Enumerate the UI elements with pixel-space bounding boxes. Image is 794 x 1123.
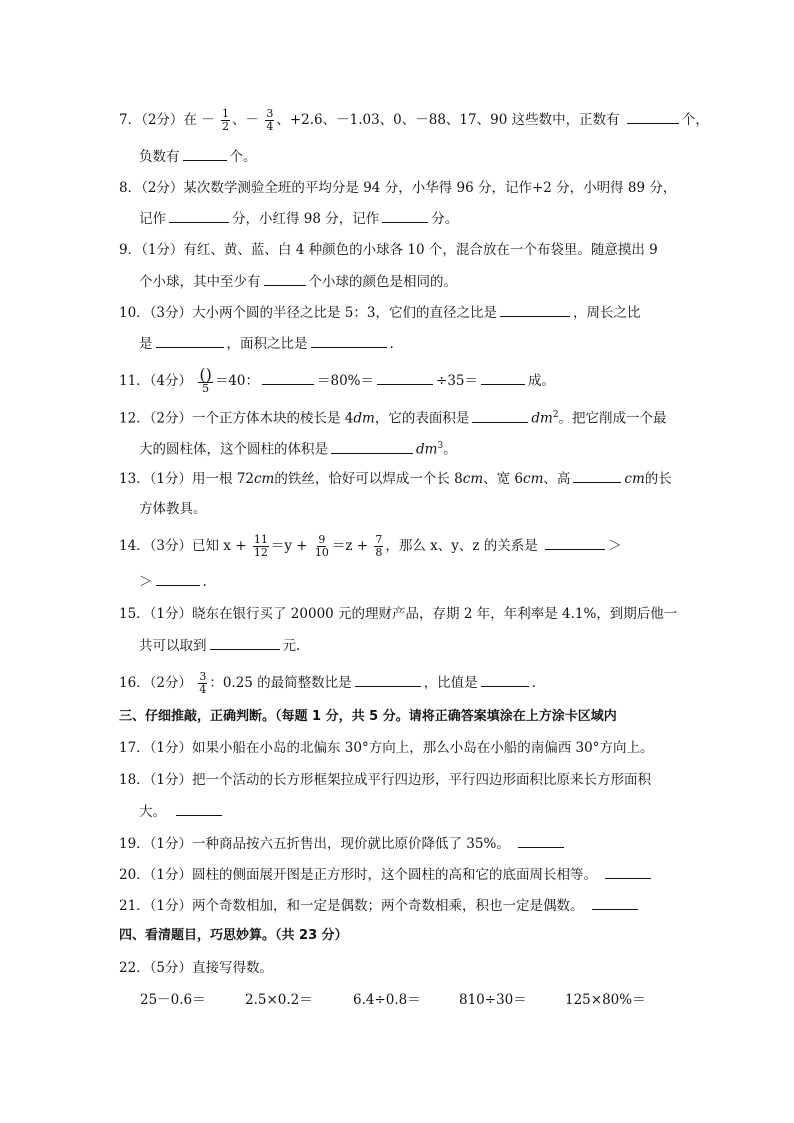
fraction-half: $\frac{1}{2}$ <box>222 107 230 133</box>
answer-blank[interactable] <box>183 146 227 161</box>
fraction-seven-eighths: $\frac{7}{8}$ <box>375 533 383 559</box>
fraction-three-quarters: $\frac{3}{4}$ <box>199 670 207 696</box>
answer-blank[interactable] <box>331 439 413 454</box>
question-13-line-2: 方体教具。 <box>139 501 207 517</box>
calc-item: 810÷30＝ <box>459 992 527 1008</box>
question-18-line-2: 大。 <box>139 801 225 822</box>
fraction-blank-over-five: $\frac{()}{5}$ <box>199 365 212 395</box>
fraction-nine-tenths: $\frac{9}{10}$ <box>314 533 329 559</box>
answer-blank[interactable] <box>377 370 433 385</box>
question-17: 17．（1分）如果小船在小岛的北偏东 30°方向上，那么小岛在小船的南偏西 30°方向上。 <box>119 740 654 756</box>
question-10-line-1: 10．（3分）大小两个圆的半径之比是 5：3，它们的直径之比是 ，周长之比 <box>119 302 641 323</box>
question-11: 11．（4分） $\frac{()}{5}$ ＝40： ＝80%＝ ÷35＝ 成。 <box>119 365 556 395</box>
answer-blank[interactable] <box>573 468 621 483</box>
section-3-heading: 三、仔细推敲，正确判断。（每题 1 分，共 5 分。请将正确答案填涂在上方涂卡区域内 <box>119 709 617 724</box>
fraction-three-quarters: $\frac{3}{4}$ <box>266 107 274 133</box>
question-9-line-2: 个小球，其中至少有 个小球的颜色是相同的。 <box>139 271 457 292</box>
question-15-line-1: 15．（1分）晓东在银行买了 20000 元的理财产品，存期 2 年，年利率是 4.1%，到期后他一 <box>119 606 678 622</box>
question-16: 16．（2分） $\frac{3}{4}$ ：0.25 的最简整数比是 ，比值是 . <box>119 670 536 696</box>
answer-blank[interactable] <box>156 333 224 348</box>
question-21: 21．（1分）两个奇数相加，和一定是偶数；两个奇数相乘，积也一定是偶数。 <box>119 895 641 916</box>
question-19: 19．（1分）一种商品按六五折售出，现价就比原价降低了 35%。 <box>119 833 567 854</box>
answer-blank[interactable] <box>481 370 525 385</box>
question-18-line-1: 18．（1分）把一个活动的长方形框架拉成平行四边形，平行四边形面积比原来长方形面积 <box>119 772 652 788</box>
answer-blank[interactable] <box>210 635 280 650</box>
answer-blank[interactable] <box>355 672 421 687</box>
question-22-items <box>140 990 646 1010</box>
answer-blank[interactable] <box>311 333 387 348</box>
question-9-line-1: 9．（1分）有红、黄、蓝、白 4 种颜色的小球各 10 个，混合放在一个布袋里。随意摸出 9 <box>119 242 658 258</box>
question-12-line-2: 大的圆柱体，这个圆柱的体积是 $dm^3$。 <box>139 436 457 460</box>
answer-blank[interactable] <box>592 895 638 910</box>
question-20: 20．（1分）圆柱的侧面展开图是正方形时，这个圆柱的高和它的底面周长相等。 <box>119 864 654 885</box>
question-8-line-1: 8．（2分）某次数学测验全班的平均分是 94 分，小华得 96 分，记作+2 分，小明得 89 分， <box>119 180 677 196</box>
answer-blank[interactable] <box>169 208 229 223</box>
calc-item: 125×80%＝ <box>565 992 646 1008</box>
question-12-line-1: 12．（2分）一个正方体木块的棱长是 4dm，它的表面积是 $dm^2$。把它削成一个最 <box>119 405 667 429</box>
answer-blank[interactable] <box>545 535 605 550</box>
question-7-line-2: 负数有 个。 <box>139 146 257 167</box>
question-14-line-1: 14．（3分）已知 x + $\frac{11}{12}$ ＝y + $\frac{9}{10}$ ＝z + $\frac{7}{8}$ ，那么 x、y、z 的关系是 ＞ <box>119 533 622 559</box>
fraction-eleven-twelfths: $\frac{11}{12}$ <box>253 533 268 559</box>
answer-blank[interactable] <box>262 370 314 385</box>
question-8-line-2: 记作 分，小红得 98 分，记作 分。 <box>139 208 458 229</box>
question-10-line-2: 是 ，面积之比是 . <box>139 333 394 354</box>
answer-blank[interactable] <box>481 672 529 687</box>
answer-blank[interactable] <box>472 408 528 423</box>
answer-blank[interactable] <box>156 571 200 586</box>
answer-blank[interactable] <box>264 271 306 286</box>
answer-blank[interactable] <box>627 109 679 124</box>
question-15-line-2: 共可以取到 元. <box>139 635 300 656</box>
answer-blank[interactable] <box>382 208 428 223</box>
answer-blank[interactable] <box>176 801 222 816</box>
answer-blank[interactable] <box>518 833 564 848</box>
question-14-line-2: ＞ . <box>139 571 207 592</box>
calc-item: 25－0.6＝ <box>140 992 206 1008</box>
section-4-heading: 四、看清题目，巧思妙算。（共 23 分） <box>119 928 348 943</box>
calc-item: 6.4÷0.8＝ <box>353 992 421 1008</box>
question-22-title: 22．（5分）直接写得数。 <box>119 960 274 976</box>
question-7-line-1: 7．（2分）在 － $\frac{1}{2}$ 、－ $\frac{3}{4}$ 、+2.6、－1.03、0、－88、17、90 这些数中，正数有 个， <box>119 107 709 133</box>
answer-blank[interactable] <box>605 864 651 879</box>
answer-blank[interactable] <box>500 302 570 317</box>
question-13-line-1: 13．（1分）用一根 72cm的铁丝，恰好可以焊成一个长 8cm、宽 6cm、高 cm的长 <box>119 468 672 489</box>
calc-item: 2.5×0.2＝ <box>245 992 313 1008</box>
